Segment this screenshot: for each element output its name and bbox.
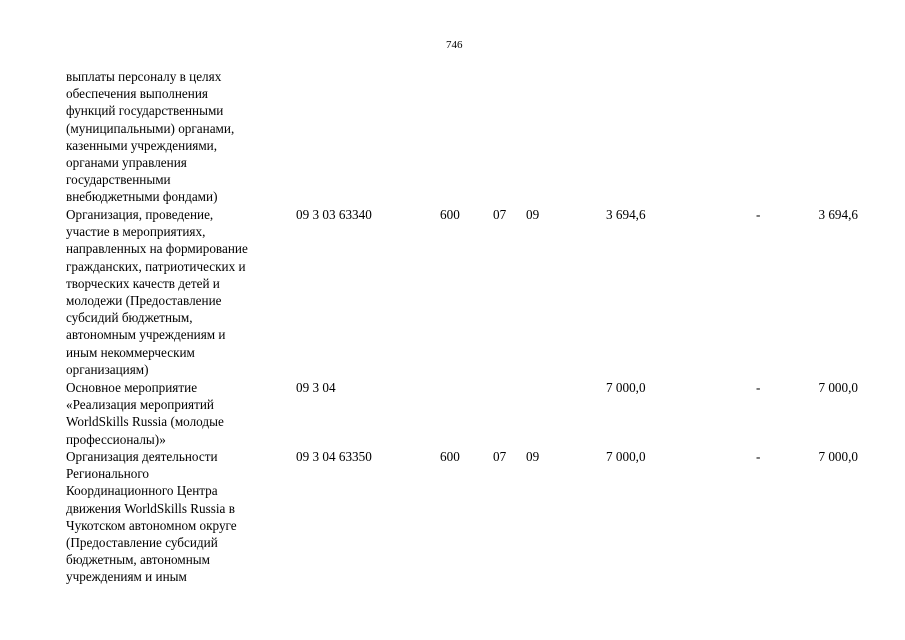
row-description [66,379,281,448]
description-line: субсидий бюджетным, [66,310,193,326]
expense-type-code: 600 [440,449,460,464]
description-line: Координационного Центра [66,483,218,499]
row-description [66,68,281,206]
change-amount: - [756,449,761,464]
description-line: Организация деятельности [66,449,218,464]
description-line: органами управления [66,155,187,171]
description-line: Основное мероприятие [66,380,198,395]
description-line: профессионалы)» [66,431,166,447]
description-line: Чукотском автономном округе [66,517,237,533]
total-amount: 7 000,0 [818,449,858,464]
description-line: бюджетным, автономным [66,552,210,568]
description-line: (муниципальными) органами, [66,120,235,136]
page-number: 746 [446,39,463,51]
amount: 7 000,0 [606,380,646,395]
row-description [66,448,281,586]
target-article-code: 09 3 04 63350 [296,449,372,464]
row-description [66,206,281,378]
description-line: обеспечения выполнения [66,86,208,102]
description-line: выплаты персоналу в целях [66,69,222,84]
description-line: иным некоммерческим [66,344,195,360]
description-line: участие в мероприятиях, [66,224,206,240]
target-article-code: 09 3 03 63340 [296,207,372,222]
amount: 3 694,6 [606,207,646,222]
amount: 7 000,0 [606,449,646,464]
total-amount: 7 000,0 [818,380,858,395]
description-line: «Реализация мероприятий [66,397,214,413]
description-line: молодежи (Предоставление [66,293,222,309]
section-code: 07 [493,449,507,464]
change-amount: - [756,380,761,395]
description-line: государственными [66,172,171,188]
description-line: учреждениям и иным [66,569,187,585]
description-line: движения WorldSkills Russia в [66,500,235,516]
description-line: внебюджетными фондами) [66,189,218,205]
target-article-code: 09 3 04 [296,380,336,395]
subsection-code: 09 [526,449,540,464]
description-line: направленных на формирование [66,241,248,257]
change-amount: - [756,207,761,222]
description-line: WorldSkills Russia (молодые [66,414,224,430]
description-line: автономным учреждениям и [66,327,226,343]
description-line: функций государственными [66,103,224,119]
description-line: казенными учреждениями, [66,137,218,153]
subsection-code: 09 [526,207,540,222]
section-code: 07 [493,207,507,222]
description-line: творческих качеств детей и [66,275,220,291]
description-line: Регионального [66,466,150,482]
expense-type-code: 600 [440,207,460,222]
description-line: гражданских, патриотических и [66,258,246,274]
description-line: Организация, проведение, [66,207,214,222]
total-amount: 3 694,6 [818,207,858,222]
description-line: (Предоставление субсидий [66,535,218,551]
description-line: организациям) [66,361,149,377]
